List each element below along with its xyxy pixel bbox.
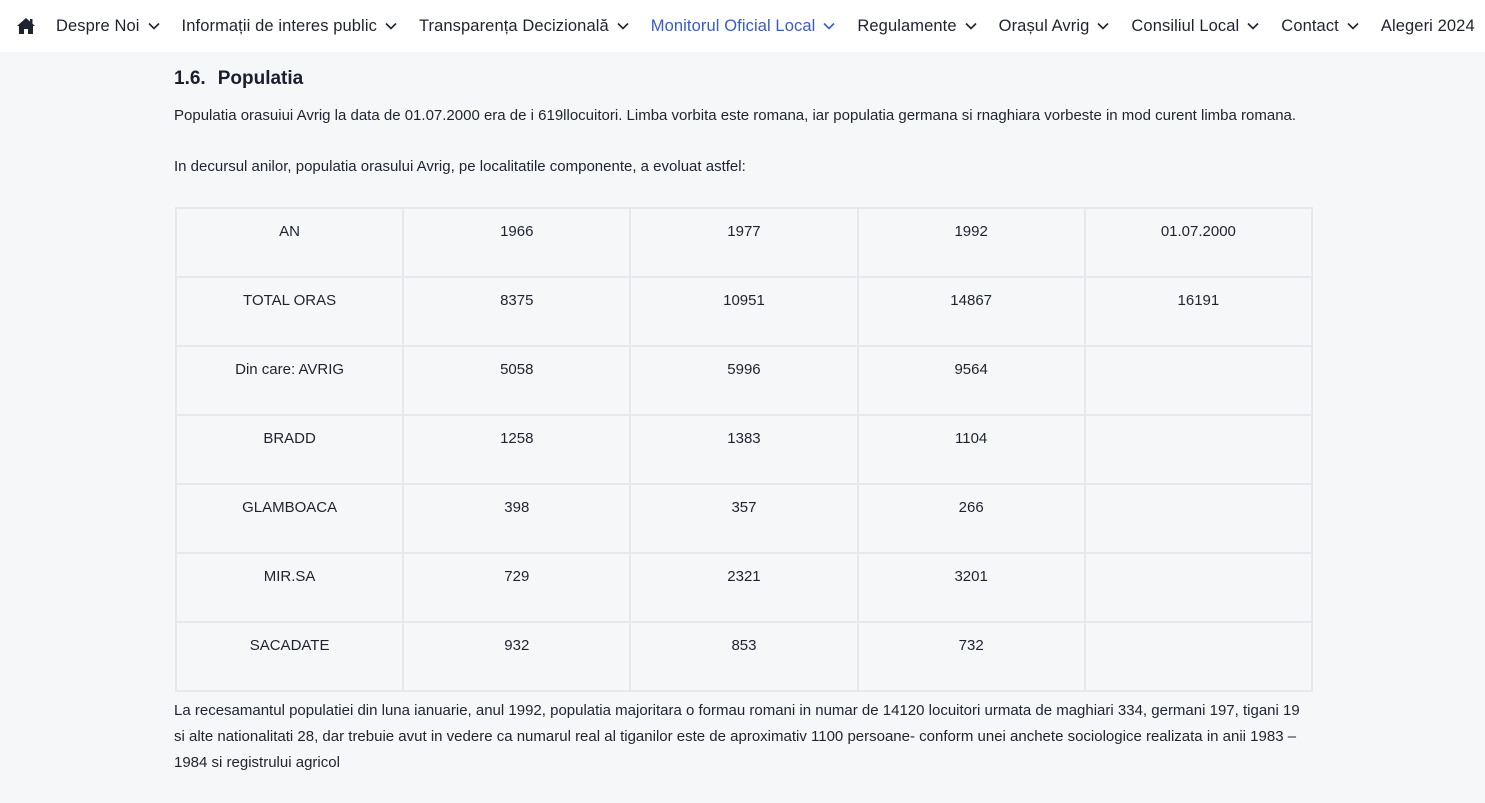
- table-cell: 14867: [858, 277, 1085, 346]
- table-cell: 932: [403, 622, 630, 691]
- table-cell: 1992: [858, 208, 1085, 277]
- table-cell: 853: [630, 622, 857, 691]
- nav-item-label: Despre Noi: [56, 16, 140, 35]
- nav-item-label: Regulamente: [857, 16, 957, 35]
- table-cell: 732: [858, 622, 1085, 691]
- table-cell: 1258: [403, 415, 630, 484]
- table-cell: 8375: [403, 277, 630, 346]
- table-cell: [1085, 346, 1312, 415]
- table-row: [176, 346, 1312, 415]
- table-cell: 398: [403, 484, 630, 553]
- nav-item-despre-noi[interactable]: [56, 17, 160, 36]
- main-content: [174, 52, 1314, 776]
- main-navbar: [0, 0, 1485, 52]
- chevron-down-icon: [617, 22, 629, 30]
- page-title: [174, 68, 1314, 90]
- table-cell: [1085, 622, 1312, 691]
- table-cell: 9564: [858, 346, 1085, 415]
- table-cell: 1977: [630, 208, 857, 277]
- nav-menu: [56, 17, 1475, 36]
- table-cell: 1104: [858, 415, 1085, 484]
- table-cell: BRADD: [176, 415, 403, 484]
- table-cell: GLAMBOACA: [176, 484, 403, 553]
- table-row: [176, 208, 1312, 277]
- chevron-down-icon: [1097, 22, 1109, 30]
- table-row: [176, 553, 1312, 622]
- census-paragraph: La recesamantul populatiei din luna ianuarie, anul 1992, populatia majoritara o formau romani in numar de 14120 locuitori urmata de maghiari 334, germani 197, tigani 19 si alte nationalitati 28, dar trebuie avut in vedere ca numarul real al tiganilor este de aproximativ 1100 persoane- conform unei anchete sociologice realizata in anii 1983 – 1984 si registrului agricol: [174, 702, 1300, 771]
- nav-item-alegeri-2024[interactable]: [1381, 17, 1475, 36]
- nav-item-label: Alegeri 2024: [1380, 16, 1475, 35]
- table-cell: 2321: [630, 553, 857, 622]
- table-cell: 16191: [1085, 277, 1312, 346]
- table-row: [176, 484, 1312, 553]
- intro-paragraph: Populatia orasuiui Avrig la data de 01.07.2000 era de i 619llocuitori. Limba vorbita este romana, iar populatia germana si rnaghiara vorbeste in mod curent limba romana.: [174, 107, 1297, 124]
- home-icon[interactable]: [16, 17, 36, 35]
- nav-item-regulamente[interactable]: [857, 17, 976, 36]
- chevron-down-icon: [965, 22, 977, 30]
- nav-item-label: Orașul Avrig: [998, 16, 1090, 35]
- nav-item-transparenta-decizionala[interactable]: [419, 17, 629, 36]
- chevron-down-icon: [823, 22, 835, 30]
- table-cell: 729: [403, 553, 630, 622]
- nav-item-label: Monitorul Oficial Local: [650, 16, 816, 35]
- section-title-text: Populatia: [217, 68, 304, 89]
- table-row: [176, 415, 1312, 484]
- table-cell: [1085, 553, 1312, 622]
- table-row: [176, 622, 1312, 691]
- nav-item-label: Transparența Decizională: [418, 16, 609, 35]
- table-cell: 5058: [403, 346, 630, 415]
- table-cell: 1383: [630, 415, 857, 484]
- table-cell: 1966: [403, 208, 630, 277]
- table-cell: TOTAL ORAS: [176, 277, 403, 346]
- table-cell: 3201: [858, 553, 1085, 622]
- table-cell: 01.07.2000: [1085, 208, 1312, 277]
- chevron-down-icon: [1347, 22, 1359, 30]
- population-table: [175, 207, 1313, 692]
- nav-item-monitorul-oficial-local[interactable]: [651, 17, 836, 36]
- nav-item-label: Informații de interes public: [181, 16, 377, 35]
- table-cell: 266: [858, 484, 1085, 553]
- table-cell: Din care: AVRIG: [176, 346, 403, 415]
- chevron-down-icon: [385, 22, 397, 30]
- table-cell: MIR.SA: [176, 553, 403, 622]
- chevron-down-icon: [148, 22, 160, 30]
- table-cell: SACADATE: [176, 622, 403, 691]
- table-cell: 10951: [630, 277, 857, 346]
- table-cell: 357: [630, 484, 857, 553]
- nav-item-contact[interactable]: [1281, 17, 1359, 36]
- nav-item-label: Contact: [1281, 16, 1339, 35]
- nav-item-label: Consiliul Local: [1131, 16, 1240, 35]
- table-cell: 5996: [630, 346, 857, 415]
- section-number: 1.6.: [174, 68, 206, 89]
- chevron-down-icon: [1247, 22, 1259, 30]
- table-cell: [1085, 415, 1312, 484]
- nav-item-informatii-de-interes-public[interactable]: [182, 17, 397, 36]
- table-cell: [1085, 484, 1312, 553]
- evolution-paragraph: In decursul anilor, populatia orasului Avrig, pe localitatile componente, a evoluat astfel:: [174, 158, 746, 175]
- nav-item-orasul-avrig[interactable]: [999, 17, 1110, 36]
- nav-item-consiliul-local[interactable]: [1131, 17, 1259, 36]
- table-row: [176, 277, 1312, 346]
- table-cell: AN: [176, 208, 403, 277]
